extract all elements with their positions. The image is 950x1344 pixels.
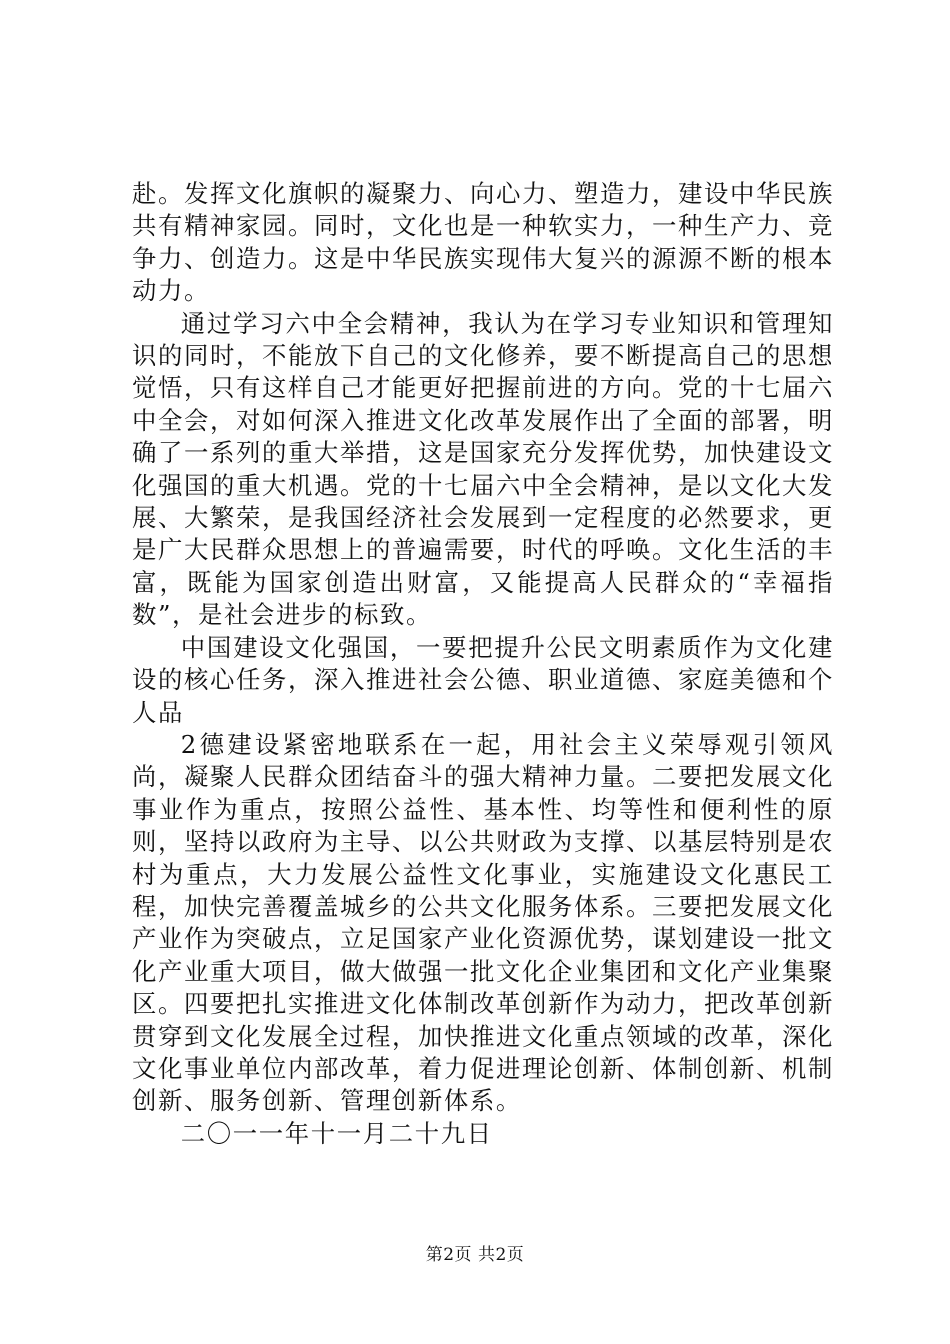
paragraph-moral-construction: 2德建设紧密地联系在一起，用社会主义荣辱观引领风尚，凝聚人民群众团结奋斗的强大精神力量。二要把发展文化事业作为重点，按照公益性、基本性、均等性和便利性的原则，坚持以政府为主导、以公共财政为支撑、以基层特别是农村为重点，大力发展公益性文化事业，实施建设文化惠民工程，加快完善覆盖城乡的公共文化服务体系。三要把发展文化产业作为突破点，立足国家产业化资源优势，谋划建设一批文化产业重大项目，做大做强一批文化企业集团和文化产业集聚区。四要把扎实推进文化体制改革创新作为动力，把改革创新贯穿到文化发展全过程，加快推进文化重点领域的改革，深化文化事业单位内部改革，着力促进理论创新、体制创新、机制创新、服务创新、管理创新体系。 [132,729,834,1116]
paragraph-continuation: 赴。发挥文化旗帜的凝聚力、向心力、塑造力，建设中华民族共有精神家园。同时，文化也是一种软实力，一种生产力、竞争力、创造力。这是中华民族实现伟大复兴的源源不断的根本动力。 [132,179,834,306]
document-date: 二〇一一年十一月二十九日 [180,1118,493,1148]
page-number-label: 第2页 共2页 [425,1245,525,1265]
document-body [132,178,834,1150]
paragraph-cultural-power: 中国建设文化强国，一要把提升公民文明素质作为文化建设的核心任务，深入推进社会公德、职业道德、家庭美德和个人品 [132,632,834,727]
paragraph-study-reflection: 通过学习六中全会精神，我认为在学习专业知识和管理知识的同时，不能放下自己的文化修养，要不断提高自己的思想觉悟，只有这样自己才能更好把握前进的方向。党的十七届六中全会，对如何深入推进文化改革发展作出了全面的部署，明确了一系列的重大举措，这是国家充分发挥优势，加快建设文化强国的重大机遇。党的十七届六中全会精神，是以文化大发展、大繁荣，是我国经济社会发展到一定程度的必然要求，更是广大民群众思想上的普遍需要，时代的呼唤。文化生活的丰富，既能为国家创造出财富，又能提高人民群众的“幸福指数”，是社会进步的标致。 [132,308,834,630]
page-footer [0,1244,950,1266]
